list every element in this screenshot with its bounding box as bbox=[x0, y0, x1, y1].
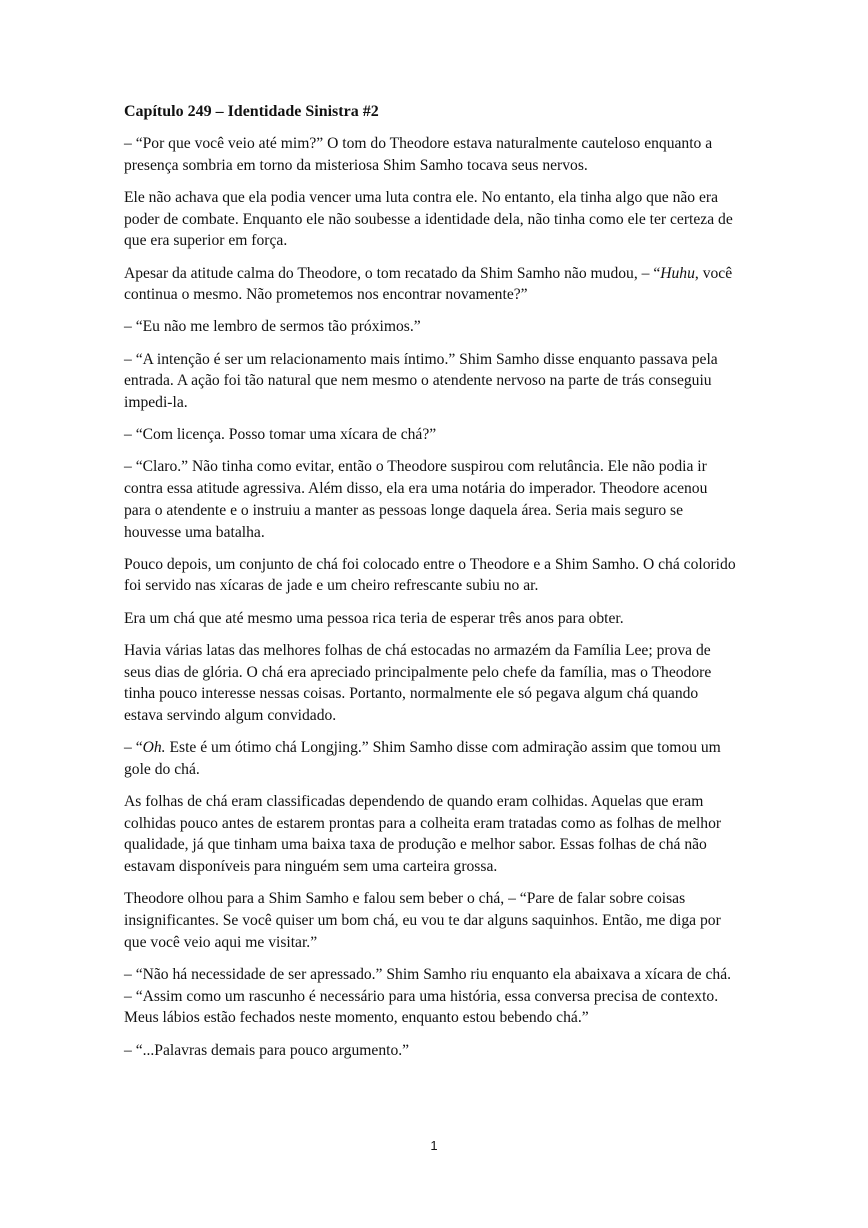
text-run: As folhas de chá eram classificadas dependendo de quando eram colhidas. Aquelas que eram colhidas pouco antes de estarem prontas para a colheita eram tratadas como as folhas de melhor qualidade, já que tinham uma baixa taxa de produção e melhor sabor. Essas folhas de chá não estavam disponíveis para ninguém sem uma carteira grossa. bbox=[124, 793, 722, 876]
text-run: – “Com licença. Posso tomar uma xícara de chá?” bbox=[124, 426, 437, 444]
paragraph bbox=[124, 964, 736, 1029]
text-run: – “...Palavras demais para pouco argumento.” bbox=[124, 1041, 410, 1059]
paragraph bbox=[124, 888, 736, 953]
paragraph bbox=[124, 737, 736, 780]
paragraph bbox=[124, 1040, 736, 1062]
chapter-title: Capítulo 249 – Identidade Sinistra #2 bbox=[124, 103, 379, 120]
text-run: – “Claro.” Não tinha como evitar, então o Theodore suspirou com relutância. Ele não podia ir contra essa atitude agressiva. Além disso, ela era uma notária do imperador. Theodore acenou para o atendente e o instruiu a manter as pessoas longe daquela área. Seria mais seguro se houvesse uma batalha. bbox=[124, 458, 708, 541]
paragraph bbox=[124, 349, 736, 414]
italic-text: Huhu bbox=[660, 264, 695, 282]
text-run: Havia várias latas das melhores folhas de chá estocadas no armazém da Família Lee; prova de seus dias de glória. O chá era apreciado principalmente pelo chefe da família, mas o Theodore tinha pouco interesse nessas coisas. Portanto, normalmente ele só pegava algum chá quando estava servindo algum convidado. bbox=[124, 641, 712, 724]
paragraph bbox=[124, 263, 736, 306]
paragraph bbox=[124, 456, 736, 543]
body-text bbox=[124, 133, 736, 1061]
text-run: – “Eu não me lembro de sermos tão próximos.” bbox=[124, 318, 421, 336]
italic-text: Oh. bbox=[142, 739, 166, 757]
text-run: – “Não há necessidade de ser apressado.” Shim Samho riu enquanto ela abaixava a xícara de chá. – “Assim como um rascunho é necessário para uma história, essa conversa precisa de contexto. Meus lábios estão fechados neste momento, enquanto estou bebendo chá.” bbox=[124, 966, 732, 1027]
paragraph bbox=[124, 608, 736, 630]
text-run: Apesar da atitude calma do Theodore, o tom recatado da Shim Samho não mudou, – “ bbox=[124, 264, 661, 282]
text-run: Pouco depois, um conjunto de chá foi colocado entre o Theodore e a Shim Samho. O chá colorido foi servido nas xícaras de jade e um cheiro refrescante subiu no ar. bbox=[124, 555, 736, 595]
text-run: – “ bbox=[124, 739, 143, 757]
paragraph bbox=[124, 640, 736, 727]
text-run: Theodore olhou para a Shim Samho e falou sem beber o chá, – “Pare de falar sobre coisas insignificantes. Se você quiser um bom chá, eu vou te dar alguns saquinhos. Então, me diga por que você veio aqui me visitar.” bbox=[124, 890, 721, 951]
paragraph bbox=[124, 791, 736, 878]
document-page bbox=[124, 101, 736, 1072]
paragraph bbox=[124, 424, 736, 446]
paragraph bbox=[124, 133, 736, 176]
text-run: Era um chá que até mesmo uma pessoa rica teria de esperar três anos para obter. bbox=[124, 609, 624, 627]
text-run: Ele não achava que ela podia vencer uma luta contra ele. No entanto, ela tinha algo que não era poder de combate. Enquanto ele não soubesse a identidade dela, não tinha como ele ter certeza de que era superior em força. bbox=[124, 188, 733, 250]
paragraph bbox=[124, 187, 736, 252]
text-run: – “Por que você veio até mim?” O tom do Theodore estava naturalmente cauteloso enquanto a presença sombria em torno da misteriosa Shim Samho tocava seus nervos. bbox=[124, 135, 713, 174]
text-run: – “A intenção é ser um relacionamento mais íntimo.” Shim Samho disse enquanto passava pela entrada. A ação foi tão natural que nem mesmo o atendente nervoso na parte de trás conseguiu impedi-la. bbox=[124, 350, 718, 412]
text-run: Este é um ótimo chá Longjing.” Shim Samho disse com admiração assim que tomou um gole do chá. bbox=[124, 739, 721, 778]
page-number: 1 bbox=[430, 1138, 438, 1153]
text-run: , você continua o mesmo. Não prometemos nos encontrar novamente?” bbox=[124, 264, 733, 304]
paragraph bbox=[124, 316, 736, 338]
paragraph bbox=[124, 554, 736, 597]
